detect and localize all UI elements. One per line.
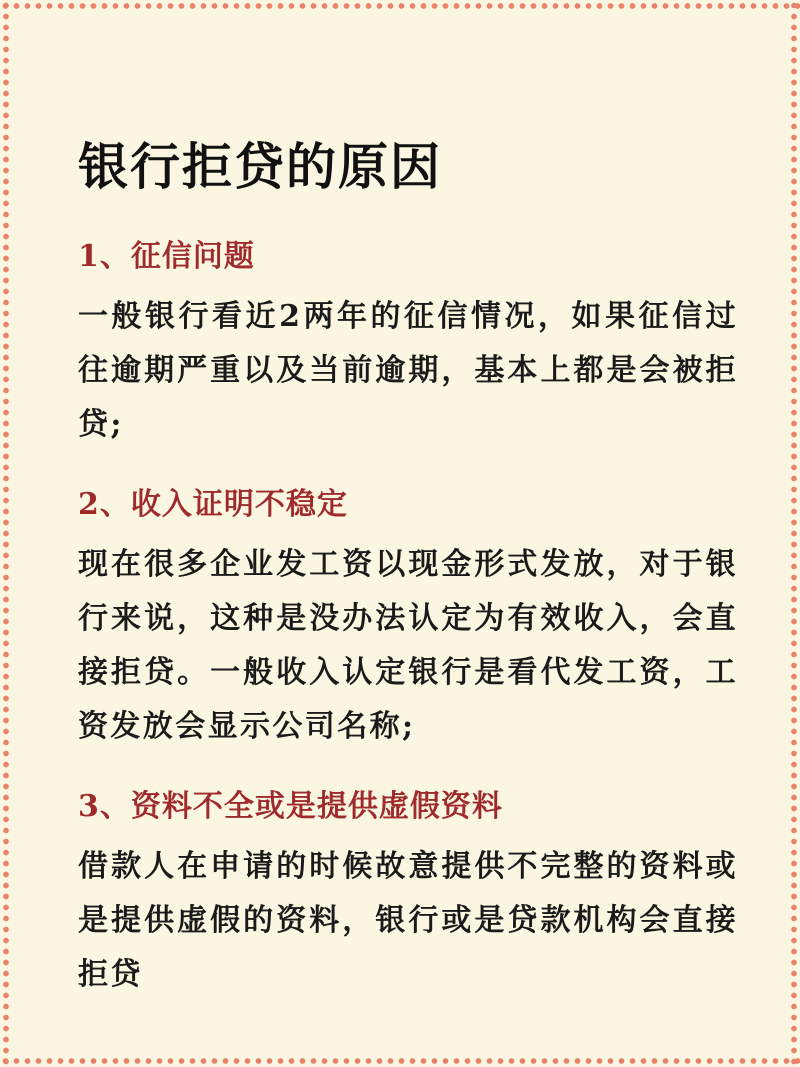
dotted-border-right (788, 0, 800, 1067)
section-heading: 3、资料不全或是提供虚假资料 (78, 789, 503, 824)
dotted-border-left (0, 0, 12, 1067)
section-heading: 1、征信问题 (78, 239, 255, 274)
section-body: 现在很多企业发工资以现金形式发放，对于银行来说，这种是没办法认定为有效收入，会直接拒贷。一般收入认定银行是看代发工资，工资发放会显示公司名称; (78, 547, 738, 744)
section-credit-issue (78, 236, 738, 452)
section-incomplete-documents (78, 786, 738, 1002)
dotted-border-top (0, 0, 800, 12)
article-content (78, 132, 738, 1002)
section-body: 一般银行看近2两年的征信情况，如果征信过往逾期严重以及当前逾期，基本上都是会被拒贷; (78, 299, 738, 442)
dotted-border-bottom (0, 1055, 800, 1067)
section-body: 借款人在申请的时候故意提供不完整的资料或是提供虚假的资料，银行或是贷款机构会直接拒贷 (78, 849, 738, 992)
section-income-proof (78, 484, 738, 754)
page-title: 银行拒贷的原因 (78, 137, 442, 196)
section-heading: 2、收入证明不稳定 (78, 487, 348, 522)
